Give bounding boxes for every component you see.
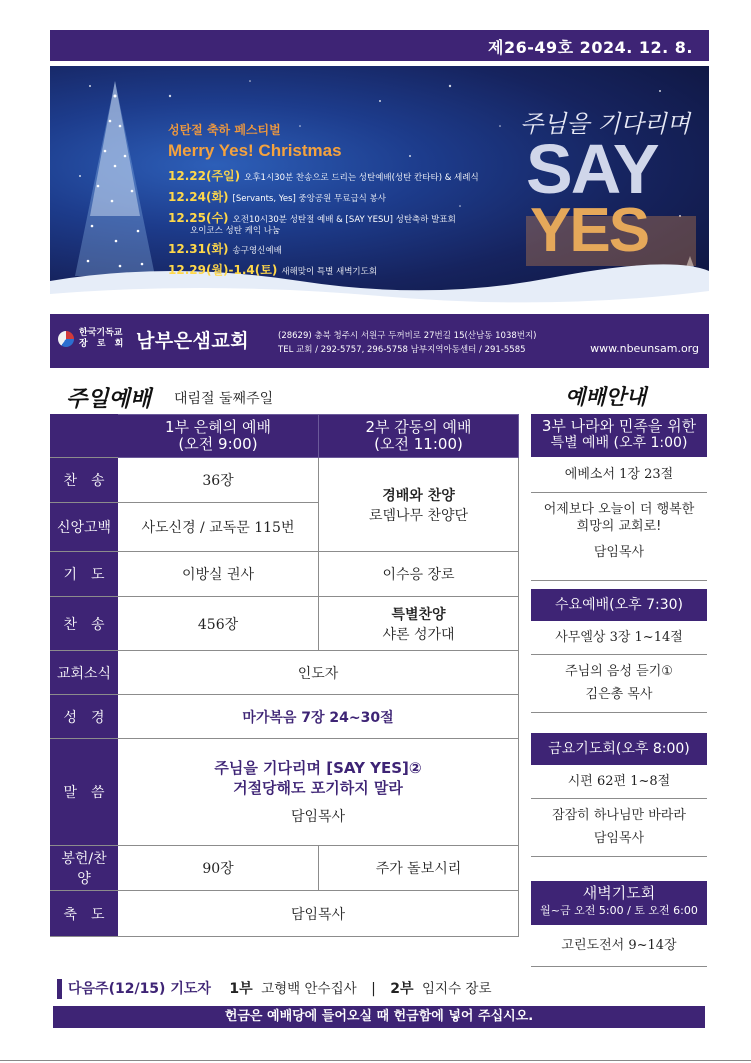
christmas-banner bbox=[50, 66, 709, 314]
row-label: 봉헌/찬양 bbox=[51, 846, 118, 891]
event-text: 오후1시30분 찬송으로 드리는 성탄예배(성탄 칸타타) & 세례식 bbox=[244, 173, 479, 183]
church-address: (28629) 충북 청주시 서원구 두꺼비로 27번길 15(산남동 1038번지) bbox=[278, 331, 537, 341]
offering-notice: 헌금은 예배당에 들어오실 때 헌금함에 넣어 주십시오. bbox=[53, 1006, 705, 1028]
table-row bbox=[51, 739, 519, 846]
table-row bbox=[51, 458, 519, 503]
denomination-line1: 한국기독교 bbox=[79, 328, 123, 338]
table-row bbox=[51, 651, 519, 695]
table-row bbox=[51, 846, 519, 891]
issue-bar bbox=[50, 30, 709, 61]
event-date: 12.24(화) bbox=[168, 190, 229, 204]
third-service-header: 3부 나라와 민족을 위한 특별 예배 (오후 1:00) bbox=[531, 414, 707, 457]
church-website-link[interactable]: www.nbeunsam.org bbox=[590, 342, 699, 355]
worship-section-subtitle: 대림절 둘째주일 bbox=[174, 391, 274, 407]
friday-header: 금요기도회(오후 8:00) bbox=[531, 733, 707, 765]
row-label: 찬 송 bbox=[51, 597, 118, 651]
row-label: 교회소식 bbox=[51, 651, 118, 695]
cell-value: 주가 돌보시리 bbox=[319, 846, 519, 891]
church-logo-icon bbox=[58, 331, 74, 347]
scripture-cell: 마가복음 7장 24~30절 bbox=[118, 695, 519, 739]
third-service-sermon: 어제보다 오늘이 더 행복한 희망의 교회로! 담임목사 bbox=[531, 493, 707, 581]
separator: | bbox=[371, 981, 376, 997]
cell-value: 인도자 bbox=[118, 651, 519, 695]
banner-say: SAY bbox=[526, 130, 658, 208]
church-name: 남부은샘교회 bbox=[136, 330, 250, 352]
banner-yes: YES bbox=[530, 196, 649, 265]
christmas-tree-icon bbox=[75, 81, 155, 276]
table-row bbox=[51, 695, 519, 739]
event-text: 오전10시30분 성탄절 예배 & [SAY YESU] 성탄축하 발표회 bbox=[232, 215, 456, 225]
event-date: 12.22(주일) bbox=[168, 169, 241, 183]
third-service-scripture: 에베소서 1장 23절 bbox=[531, 457, 707, 493]
issue-number-date: 제26-49호 2024. 12. 8. bbox=[488, 38, 693, 57]
banner-event bbox=[168, 261, 377, 278]
banner-event bbox=[168, 167, 479, 184]
cell-value: 사도신경 / 교독문 115번 bbox=[118, 503, 319, 552]
cell-value: 36장 bbox=[118, 458, 319, 503]
event-sub-text: 오이코스 성탄 케익 나눔 bbox=[190, 226, 281, 236]
special-music-cell: 특별찬양 샤론 성가대 bbox=[319, 597, 519, 651]
row-label: 말 씀 bbox=[51, 739, 118, 846]
service-1-prayer: 고형백 안수집사 bbox=[261, 981, 357, 997]
cell-value: 담임목사 bbox=[118, 891, 519, 937]
friday-block bbox=[531, 733, 707, 857]
festival-title: 성탄절 축하 페스티벌 bbox=[168, 123, 281, 137]
service-2-prayer: 임지수 장로 bbox=[422, 981, 492, 997]
service-guide-title: 예배안내 bbox=[565, 384, 647, 409]
next-week-title: 다음주(12/15) 기도자 bbox=[68, 981, 211, 997]
worship-order-table bbox=[50, 414, 519, 937]
cell-value: 이방실 권사 bbox=[118, 552, 319, 597]
table-row bbox=[51, 891, 519, 937]
denomination-line2: 장 로 회 bbox=[79, 339, 127, 349]
table-row bbox=[51, 552, 519, 597]
friday-scripture: 시편 62편 1~8절 bbox=[531, 765, 707, 799]
row-label: 찬 송 bbox=[51, 458, 118, 503]
wednesday-sermon: 주님의 음성 듣기① 김은총 목사 bbox=[531, 655, 707, 713]
event-text: [Servants, Yes] 중앙공원 무료급식 봉사 bbox=[232, 194, 387, 204]
praise-cell: 경배와 찬양 로뎀나무 찬양단 bbox=[319, 458, 519, 552]
table-corner bbox=[51, 415, 118, 458]
dawn-prayer-block bbox=[531, 881, 707, 967]
banner-event bbox=[168, 240, 282, 257]
friday-sermon: 잠잠히 하나님만 바라라 담임목사 bbox=[531, 799, 707, 857]
worship-section-title: 주일예배 bbox=[66, 386, 152, 412]
event-text: 새해맞이 특별 새벽기도회 bbox=[281, 267, 378, 277]
banner-script-title: 주님을 기다리며 bbox=[520, 110, 690, 138]
row-label: 신앙고백 bbox=[51, 503, 118, 552]
event-date: 12.31(화) bbox=[168, 242, 229, 256]
third-service-block bbox=[531, 414, 707, 581]
sermon-cell: 주님을 기다리며 [SAY YES]② 거절당해도 포기하지 말라 담임목사 bbox=[118, 739, 519, 846]
row-label: 기 도 bbox=[51, 552, 118, 597]
next-week-prayers bbox=[57, 979, 492, 999]
service-1-header: 1부 은혜의 예배 (오전 9:00) bbox=[118, 415, 319, 458]
cell-value: 이수응 장로 bbox=[319, 552, 519, 597]
table-row bbox=[51, 597, 519, 651]
event-date: 12.25(수) bbox=[168, 211, 229, 225]
cell-value: 90장 bbox=[118, 846, 319, 891]
service-2-label: 2부 bbox=[390, 981, 414, 997]
table-header-row bbox=[51, 415, 519, 458]
service-2-header: 2부 감동의 예배 (오전 11:00) bbox=[319, 415, 519, 458]
banner-event bbox=[168, 188, 386, 205]
church-phone: TEL 교회 / 292-5757, 296-5758 남부지역아동센터 / 291-5585 bbox=[278, 345, 526, 355]
service-1-label: 1부 bbox=[229, 981, 253, 997]
row-label: 축 도 bbox=[51, 891, 118, 937]
wednesday-block bbox=[531, 589, 707, 713]
dawn-prayer-scripture: 고린도전서 9~14장 bbox=[531, 925, 707, 967]
church-info-bar bbox=[50, 314, 709, 368]
merry-christmas-title: Merry Yes! Christmas bbox=[168, 141, 342, 160]
page-divider bbox=[0, 1060, 751, 1061]
row-label: 성 경 bbox=[51, 695, 118, 739]
wednesday-header: 수요예배(오후 7:30) bbox=[531, 589, 707, 621]
cell-value: 456장 bbox=[118, 597, 319, 651]
wednesday-scripture: 사무엘상 3장 1~14절 bbox=[531, 621, 707, 655]
event-text: 송구영신예배 bbox=[232, 246, 282, 256]
event-date: 12.29(월)-1.4(토) bbox=[168, 263, 278, 277]
dawn-prayer-header: 새벽기도회 월~금 오전 5:00 / 토 오전 6:00 bbox=[531, 881, 707, 925]
